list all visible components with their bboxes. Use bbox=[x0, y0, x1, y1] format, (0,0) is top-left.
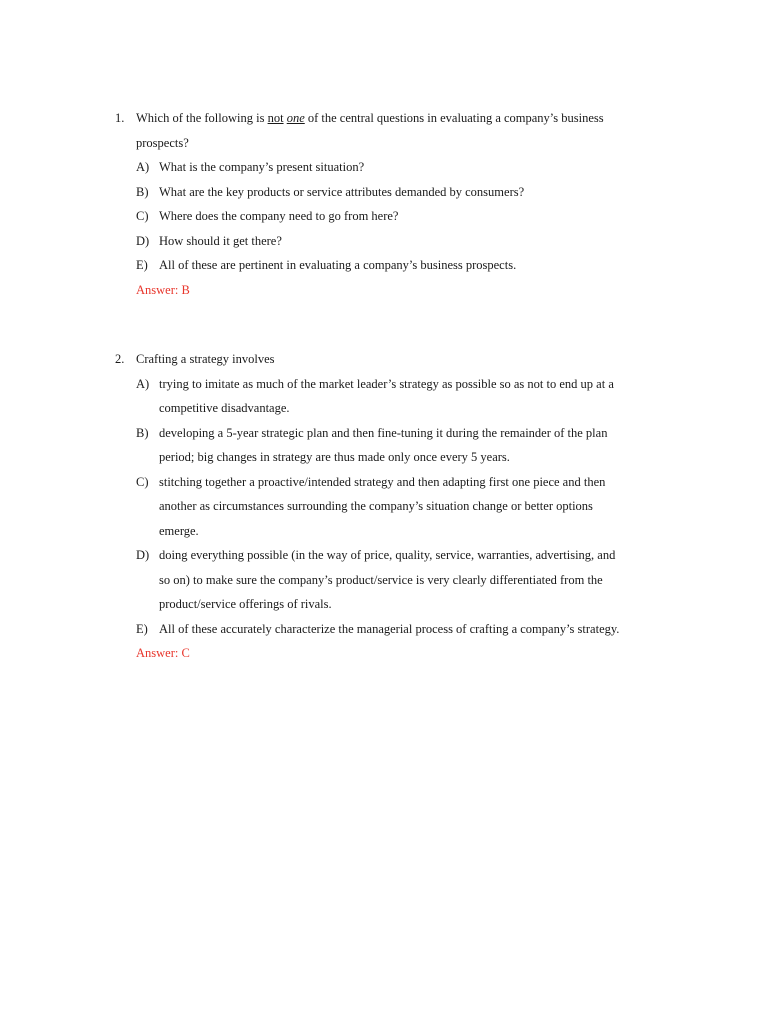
option-letter: E) bbox=[136, 621, 148, 636]
option-letter: B) bbox=[136, 184, 149, 199]
option-text: doing everything possible (in the way of price, quality, service, warranties, advertising, and bbox=[159, 548, 616, 562]
question-stem: Crafting a strategy involves bbox=[136, 352, 275, 366]
option-text: What are the key products or service attributes demanded by consumers? bbox=[159, 184, 525, 199]
option-letter: B) bbox=[136, 425, 149, 440]
option-text: period; big changes in strategy are thus made only once every 5 years. bbox=[159, 450, 510, 464]
option-text: so on) to make sure the company’s product/service is very clearly differentiated from the bbox=[159, 572, 603, 587]
question-stem-continued: prospects? bbox=[136, 135, 189, 150]
option-text: What is the company’s present situation? bbox=[159, 160, 365, 174]
stem-text: of the central questions in evaluating a company’s business bbox=[304, 111, 604, 125]
option-letter: D) bbox=[136, 233, 150, 248]
option-text: How should it get there? bbox=[159, 233, 282, 248]
option-text: Where does the company need to go from here? bbox=[159, 209, 399, 223]
option-letter: D) bbox=[136, 548, 150, 562]
option-text: stitching together a proactive/intended strategy and then adapting first one piece and then bbox=[159, 474, 606, 489]
option-text: another as circumstances surrounding the company’s situation change or better options bbox=[159, 499, 593, 513]
question-stem bbox=[136, 106, 604, 131]
option-text: All of these are pertinent in evaluating a company’s business prospects. bbox=[159, 258, 517, 272]
option-letter: C) bbox=[136, 209, 149, 223]
question-number: 2. bbox=[115, 352, 125, 366]
option-letter: C) bbox=[136, 474, 149, 489]
option-letter: A) bbox=[136, 376, 150, 391]
option-text: All of these accurately characterize the managerial process of crafting a company’s strategy. bbox=[159, 621, 620, 636]
option-text: competitive disadvantage. bbox=[159, 401, 290, 415]
option-text: trying to imitate as much of the market leader’s strategy as possible so as not to end up at a bbox=[159, 376, 614, 391]
option-letter: E) bbox=[136, 258, 148, 272]
stem-text: Which of the following is bbox=[136, 111, 268, 125]
answer-label: Answer: B bbox=[136, 282, 190, 297]
stem-emphasis-not: not bbox=[267, 111, 284, 125]
option-letter: A) bbox=[136, 160, 150, 174]
stem-emphasis-one: one bbox=[286, 111, 305, 125]
answer-label: Answer: C bbox=[136, 646, 190, 660]
question-number: 1. bbox=[115, 111, 125, 125]
option-text: product/service offerings of rivals. bbox=[159, 597, 332, 611]
option-text: developing a 5-year strategic plan and then fine-tuning it during the remainder of the plan bbox=[159, 425, 608, 440]
option-text: emerge. bbox=[159, 523, 199, 538]
